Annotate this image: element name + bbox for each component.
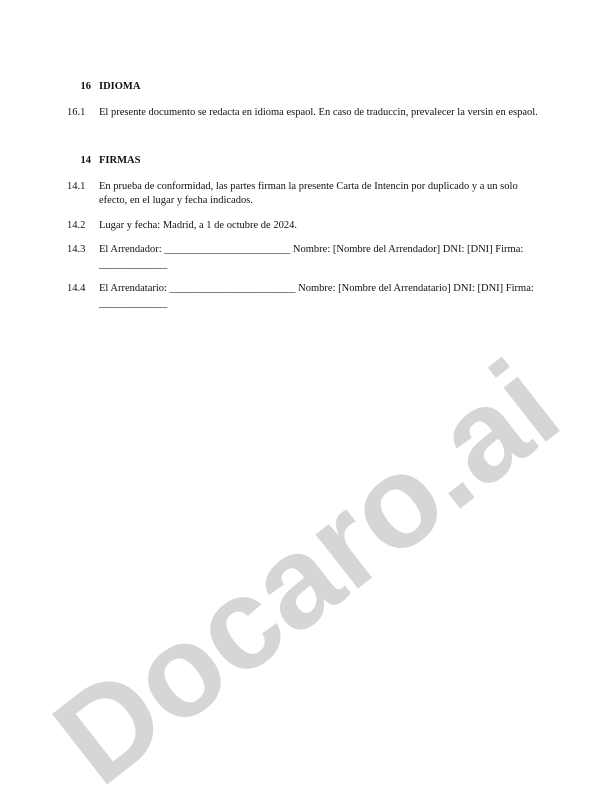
section-heading-firmas	[67, 154, 547, 169]
clause-number: 14.4	[67, 283, 86, 294]
clause-14-2	[67, 219, 547, 234]
clause-text: El Arrendatario: ________________________ Nombre: [Nombre del Arrendatario] DNI: [DNI] Firma: _____________	[99, 283, 534, 309]
section-title: FIRMAS	[99, 155, 141, 166]
section-title: IDIOMA	[99, 81, 141, 92]
clause-14-1	[67, 180, 547, 209]
section-number: 16	[80, 81, 91, 92]
clause-number: 16.1	[67, 106, 86, 118]
clause-16-1	[67, 106, 547, 121]
clause-14-3	[67, 243, 547, 272]
section-heading-idioma	[67, 80, 547, 95]
clause-number: 14.2	[67, 219, 86, 231]
section-number: 14	[80, 155, 91, 166]
clause-text: En prueba de conformidad, las partes firman la presente Carta de Intencin por duplicado y a un solo efecto, en el lugar y fecha indicados.	[99, 180, 518, 206]
document-page	[0, 0, 547, 311]
clause-text: El Arrendador: ________________________ Nombre: [Nombre del Arrendador] DNI: [DNI] Firma: _____________	[99, 244, 524, 270]
clause-number: 14.3	[67, 244, 86, 255]
clause-text: El presente documento se redacta en idioma espaol. En caso de traduccin, prevalecer la versin en espaol.	[99, 106, 538, 118]
section-spacer	[67, 130, 547, 154]
clause-number: 14.1	[67, 180, 86, 192]
clause-14-4	[67, 282, 547, 311]
clause-text: Lugar y fecha: Madrid, a 1 de octubre de 2024.	[99, 219, 297, 231]
watermark: Docaro.ai	[27, 332, 585, 812]
